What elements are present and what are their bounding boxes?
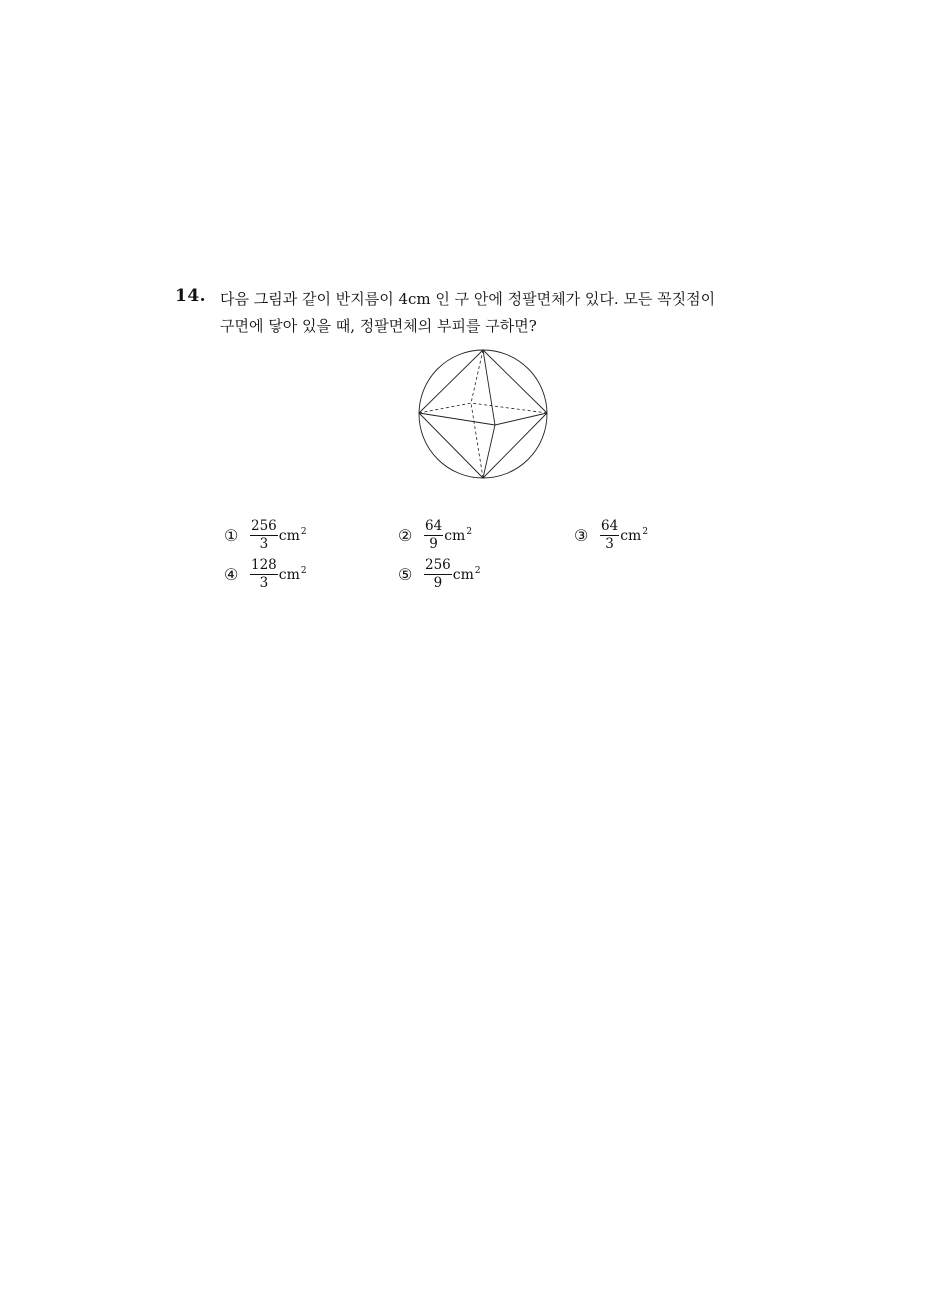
octahedron-in-sphere-figure bbox=[416, 347, 550, 481]
choice-unit: $cm^2$ bbox=[444, 527, 473, 544]
fraction-numerator: 256 bbox=[425, 557, 451, 573]
choice-marker: ④ bbox=[224, 565, 239, 584]
fraction-denominator: 3 bbox=[259, 575, 269, 591]
fraction-denominator: 9 bbox=[429, 536, 438, 552]
choice-marker: ③ bbox=[574, 526, 589, 545]
fraction-numerator: 128 bbox=[251, 557, 277, 573]
choice-unit: $cm^2$ bbox=[620, 527, 649, 544]
choice-marker: ⑤ bbox=[398, 565, 413, 584]
choice-marker: ② bbox=[398, 526, 413, 545]
fraction-denominator: 3 bbox=[605, 536, 614, 552]
choice-fraction bbox=[250, 519, 278, 552]
fraction-denominator: 9 bbox=[433, 575, 443, 591]
choice-unit: $cm^2$ bbox=[278, 527, 307, 544]
choice-unit: $cm^2$ bbox=[278, 566, 307, 583]
fraction-denominator: 3 bbox=[259, 536, 269, 552]
fraction-numerator: 64 bbox=[425, 518, 443, 534]
octahedron-hidden-edges bbox=[419, 350, 547, 478]
choice-fraction bbox=[424, 519, 443, 552]
question-line-1: 다음 그림과 같이 반지름이 4cm 인 구 안에 정팔면체가 있다. 모든 꼭짓점이 bbox=[220, 290, 716, 308]
choice-marker: ① bbox=[224, 526, 239, 545]
sphere-outline bbox=[419, 350, 547, 478]
question-text bbox=[220, 286, 780, 340]
choice-fraction bbox=[250, 558, 278, 591]
question-line-2: 구면에 닿아 있을 때, 정팔면체의 부피를 구하면? bbox=[220, 317, 537, 335]
choice-fraction bbox=[424, 558, 452, 591]
choice-3[interactable] bbox=[574, 519, 648, 552]
octahedron-solid-edges bbox=[419, 350, 547, 478]
choice-2[interactable] bbox=[398, 519, 472, 552]
choice-4[interactable] bbox=[224, 558, 307, 591]
fraction-numerator: 64 bbox=[601, 518, 619, 534]
choice-unit: $cm^2$ bbox=[452, 566, 481, 583]
fraction-numerator: 256 bbox=[251, 518, 277, 534]
choice-1[interactable] bbox=[224, 519, 307, 552]
choice-5[interactable] bbox=[398, 558, 481, 591]
choice-fraction bbox=[600, 519, 619, 552]
problem-number: 14. bbox=[175, 286, 207, 306]
